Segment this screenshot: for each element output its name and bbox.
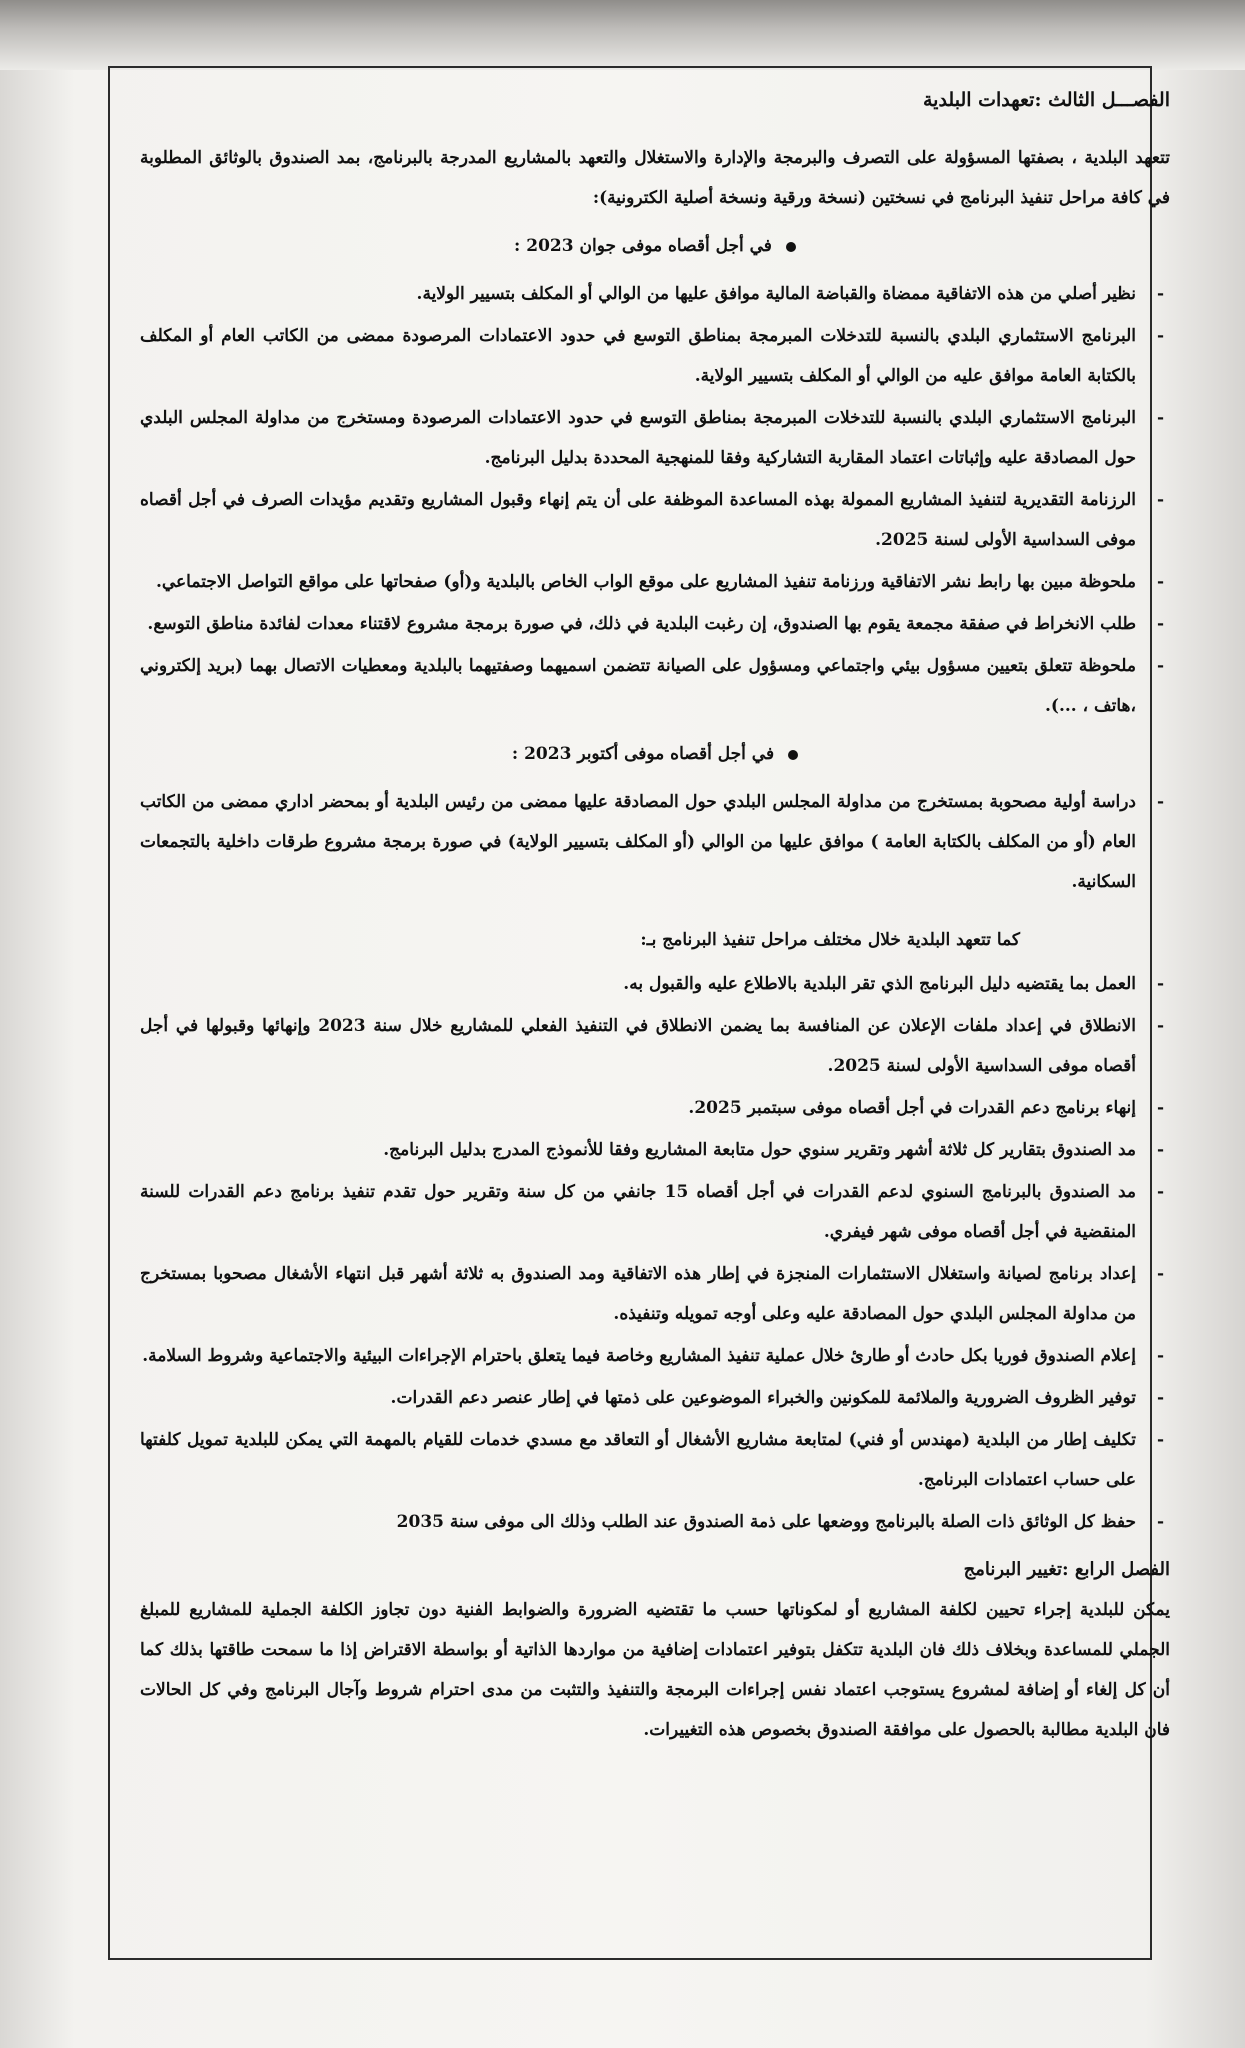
october-requirements-list — [140, 782, 1170, 902]
chapter3-title: الفصـــل الثالث :تعهدات البلدية — [922, 89, 1170, 111]
list-item: - ملحوظة تتعلق بتعيين مسؤول بيئي واجتماعي ومسؤول على الصيانة تتضمن اسميهما وصفتيهما بالبلدية ومعطيات الاتصال بهما (بريد إلكتروني ،هاتف ، ...). — [140, 646, 1170, 726]
chapter4-title: الفصل الرابع :تغيير البرنامج — [963, 1559, 1170, 1580]
document-body — [140, 80, 1170, 1750]
list-item: - طلب الانخراط في صفقة مجمعة يقوم بها الصندوق، إن رغبت البلدية في ذلك، في صورة برمجة مشروع لاقتناء معدات لفائدة مناطق التوسع. — [140, 604, 1170, 644]
list-item: - الرزنامة التقديرية لتنفيذ المشاريع الممولة بهذه المساعدة الموظفة على أن يتم إنهاء وقبول المشاريع وتقديم مؤيدات الصرف في أجل أقصاه موفى السداسية الأولى لسنة 2025. — [140, 480, 1170, 560]
commitments-list — [140, 964, 1170, 1542]
list-item: - حفظ كل الوثائق ذات الصلة بالبرنامج ووضعها على ذمة الصندوق عند الطلب وذلك الى موفى سنة 2035 — [140, 1502, 1170, 1542]
list-item: - إعداد برنامج لصيانة واستغلال الاستثمارات المنجزة في إطار هذه الاتفاقية ومد الصندوق به ثلاثة أشهر قبل انتهاء الأشغال مصحوبا بمستخرج من مداولة المجلس البلدي حول المصادقة عليه وعلى أوجه تمويله وتنفيذه. — [140, 1254, 1170, 1334]
june-requirements-list — [140, 274, 1170, 726]
chapter3-intro: تتعهد البلدية ، بصفتها المسؤولة على التصرف والبرمجة والإدارة والاستغلال والتعهد بالمشاريع المدرجة بالبرنامج، بمد الصندوق بالوثائق المطلوبة في كافة مراحل تنفيذ البرنامج في نسختين (نسخة ورقية ونسخة أصلية الكترونية): — [140, 148, 1170, 208]
list-item: - ملحوظة مبين بها رابط نشر الاتفاقية ورزنامة تنفيذ المشاريع على موقع الواب الخاص بالبلدية و(أو) صفحاتها على مواقع التواصل الاجتماعي. — [140, 562, 1170, 602]
deadline-june-text: في أجل أقصاه موفى جوان 2023 : — [514, 236, 772, 256]
deadline-june — [140, 226, 1170, 266]
deadline-october — [140, 734, 1170, 774]
chapter4-body: يمكن للبلدية إجراء تحيين لكلفة المشاريع أو لمكوناتها حسب ما تقتضيه الضرورة والضوابط الفنية دون تجاوز الكلفة الجملية للمشاريع للمبلغ الجملي للمساعدة وبخلاف ذلك فان البلدية تتكفل بتوفير اعتمادات إضافية من مواردها الذاتية أو بواسطة الاقتراض إذا ما سمحت طاقتها بذلك كما أن كل إلغاء أو إضافة لمشروع يستوجب اعتماد نفس إجراءات البرمجة والتنفيذ والتثبت من مدى احترام شروط وآجال البرنامج وفي كل الحالات فان البلدية مطالبة بالحصول على موافقة الصندوق بخصوص هذه التغييرات. — [140, 1600, 1170, 1740]
list-item: - إعلام الصندوق فوريا بكل حادث أو طارئ خلال عملية تنفيذ المشاريع وخاصة فيما يتعلق باحترام الإجراءات البيئية والاجتماعية وشروط السلامة. — [140, 1336, 1170, 1376]
list-item: - توفير الظروف الضرورية والملائمة للمكونين والخبراء الموضوعين على ذمتها في إطار عنصر دعم القدرات. — [140, 1378, 1170, 1418]
list-item: - البرنامج الاستثماري البلدي بالنسبة للتدخلات المبرمجة بمناطق التوسع في حدود الاعتمادات المرصودة ومستخرج من مداولة المجلس البلدي حول المصادقة عليه وإثباتات اعتماد المقاربة التشاركية وفقا للمنهجية المحددة بدليل البرنامج. — [140, 398, 1170, 478]
list-item: - تكليف إطار من البلدية (مهندس أو فني) لمتابعة مشاريع الأشغال أو التعاقد مع مسدي خدمات للقيام بالمهمة التي يمكن للبلدية تمويل كلفتها على حساب اعتمادات البرنامج. — [140, 1420, 1170, 1500]
list-item: - العمل بما يقتضيه دليل البرنامج الذي تقر البلدية بالاطلاع عليه والقبول به. — [140, 964, 1170, 1004]
commitments-title: كما تتعهد البلدية خلال مختلف مراحل تنفيذ البرنامج بـ: — [640, 930, 1020, 950]
list-item: - الانطلاق في إعداد ملفات الإعلان عن المنافسة بما يضمن الانطلاق في التنفيذ الفعلي للمشاريع خلال سنة 2023 وإنهائها وقبولها في أجل أقصاه موفى السداسية الأولى لسنة 2025. — [140, 1006, 1170, 1086]
list-item: - البرنامج الاستثماري البلدي بالنسبة للتدخلات المبرمجة بمناطق التوسع في حدود الاعتمادات المرصودة ممضى من الكاتب العام أو المكلف بالكتابة العامة موافق عليه من الوالي أو المكلف بتسيير الولاية. — [140, 316, 1170, 396]
list-item: - دراسة أولية مصحوبة بمستخرج من مداولة المجلس البلدي حول المصادقة عليها ممضى من رئيس البلدية أو بمحضر اداري ممضى من الكاتب العام (أو من المكلف بالكتابة العامة ) موافق عليها من الوالي (أو المكلف بتسيير الولاية) في صورة برمجة مشروع طرقات داخلية بالتجمعات السكانية. — [140, 782, 1170, 902]
page-top-shadow — [0, 0, 1245, 70]
list-item: - إنهاء برنامج دعم القدرات في أجل أقصاه موفى سبتمبر 2025. — [140, 1088, 1170, 1128]
bullet-icon — [786, 242, 796, 252]
list-item: - مد الصندوق بالبرنامج السنوي لدعم القدرات في أجل أقصاه 15 جانفي من كل سنة وتقرير حول تقدم تنفيذ برنامج دعم القدرات للسنة المنقضية في أجل أقصاه موفى شهر فيفري. — [140, 1172, 1170, 1252]
deadline-october-text: في أجل أقصاه موفى أكتوبر 2023 : — [511, 744, 775, 764]
list-item: - نظير أصلي من هذه الاتفاقية ممضاة والقباضة المالية موافق عليها من الوالي أو المكلف بتسيير الولاية. — [140, 274, 1170, 314]
bullet-icon — [788, 750, 798, 760]
list-item: - مد الصندوق بتقارير كل ثلاثة أشهر وتقرير سنوي حول متابعة المشاريع وفقا للأنموذج المدرج بدليل البرنامج. — [140, 1130, 1170, 1170]
